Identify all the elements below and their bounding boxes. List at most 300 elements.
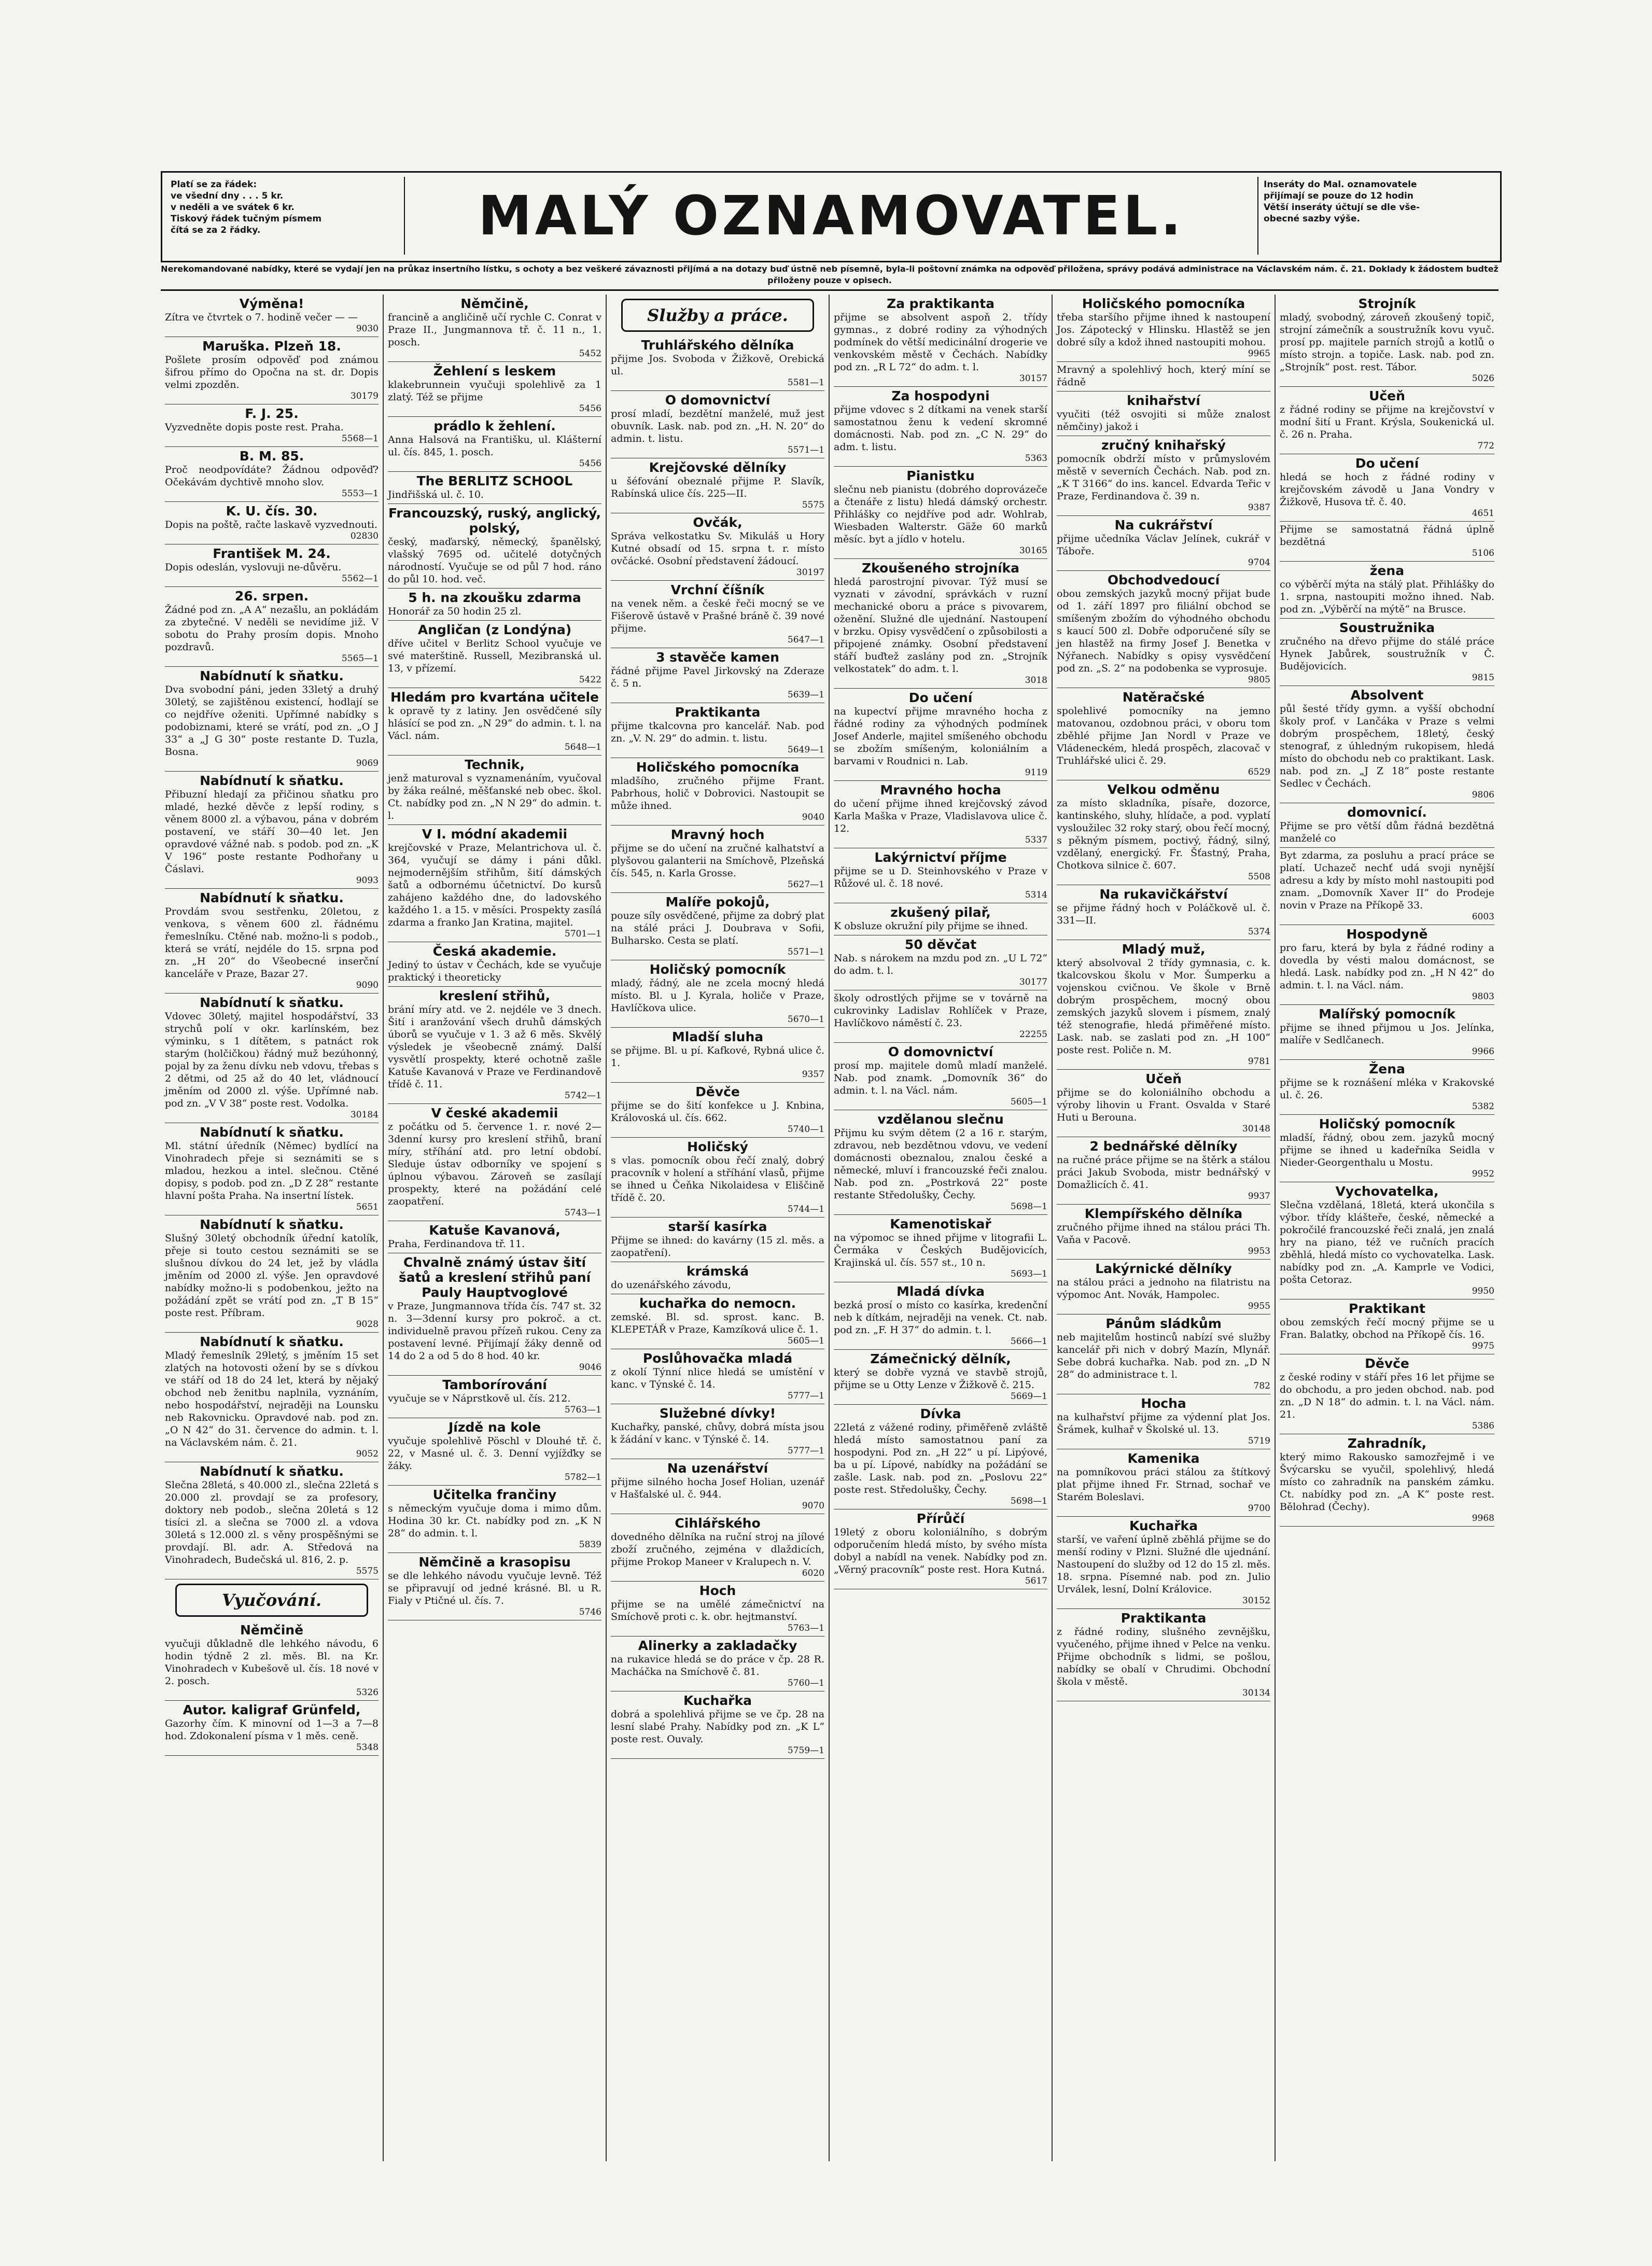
ad-code: 5777—1 (787, 1446, 824, 1456)
ad-code: 5743—1 (564, 1208, 601, 1218)
classified-ad (611, 648, 824, 703)
ad-heading: Poslůhovačka mladá (642, 1351, 793, 1366)
ad-text: klakebrunnein vyučuji spolehlivě za 1 zlatý. Též se přijme (388, 379, 601, 403)
ad-heading: Obchodvedoucí (1107, 572, 1220, 588)
ad-heading: Pianistku (906, 468, 975, 483)
ad-heading: Nabídnutí k sňatku. (200, 1334, 344, 1349)
ad-code: 5760—1 (787, 1678, 824, 1688)
ad-heading: Kuchařka (683, 1693, 752, 1708)
ad-code: 5698—1 (1010, 1201, 1047, 1212)
ad-code: 9953 (1248, 1246, 1270, 1256)
ad-code: 772 (1477, 441, 1494, 451)
ad-text: Pošlete prosím odpověď pod známou šifrou přímo do Opočna na st. dr. Dopis velmi zpozděn. (165, 354, 379, 390)
ad-code: 9815 (1472, 673, 1494, 683)
ad-heading: Mladší sluha (671, 1029, 764, 1044)
ad-code: 5452 (579, 348, 601, 359)
ad-heading: Hospodyně (1346, 927, 1428, 942)
ad-text: Přijmu ku svým dětem (2 a 16 r. starým, zdravou, neb bezdětnou vdovu, ve vedení domácnosti obeznalou, znalou české a německé, mluví i francouzské řeči znalou. Nab. pod zn. „Postrková 22“ poste restante Středolušky, Čechy. (834, 1127, 1047, 1201)
ad-heading: Děvče (695, 1084, 740, 1099)
masthead-notice: Nerekomandované nabídky, které se vydají jen na průkaz insertního lístku, s ochoty a bez veškeré závaznosti přijímá a na dotazy buď ústně neb písemně, byla-li poštovní známka na odpověď přiložena, správy podává administrace na Václavském nám. č. 21. Doklady k žádostem budtež přiloženy pouze v opisech. (161, 263, 1499, 291)
ad-text: který se dobře vyzná ve stavbě strojů, přijme se u Otty Lenze v Žižkově č. 215. (834, 1367, 1047, 1391)
ad-code: 9052 (356, 1449, 379, 1459)
ad-text: Kuchařky, panské, chůvy, dobrá místa jsou k žádání v kanc. v Týnské č. 14. (611, 1421, 824, 1445)
ad-code: 9968 (1472, 1513, 1494, 1523)
ad-heading: František M. 24. (213, 546, 331, 561)
ad-code: 5605—1 (787, 1336, 824, 1346)
ad-heading: Klempířského dělníka (1084, 1206, 1243, 1221)
ad-heading: Vrchní číšník (670, 582, 765, 597)
ad-code: 782 (1253, 1381, 1270, 1391)
ad-text: Jediný to ústav v Čechách, kde se vyučuje praktický i theoreticky (388, 959, 601, 983)
ad-text: přijme učedníka Václav Jelínek, cukrář v Táboře. (1057, 533, 1270, 557)
section-banner: Služby a práce. (621, 299, 814, 332)
ad-code: 5627—1 (787, 879, 824, 890)
ad-heading: Nabídnutí k sňatku. (200, 1464, 344, 1479)
classified-ad (388, 472, 601, 504)
ad-heading: Alinerky a zakladačky (638, 1638, 797, 1653)
ad-heading: Francouzský, ruský, anglický, polský, (388, 506, 601, 536)
ad-code: 5639—1 (787, 690, 824, 700)
ad-code: 30152 (1242, 1596, 1270, 1606)
ad-code: 5617 (1025, 1576, 1047, 1586)
classified-ad (1057, 391, 1270, 436)
ad-heading: Zámečnický dělník, (870, 1351, 1011, 1366)
ad-code: 5693—1 (1010, 1269, 1047, 1279)
classified-ad (834, 1043, 1047, 1110)
ad-text: Přijme se pro větší dům řádná bezdětná manželé co (1280, 820, 1494, 844)
ad-column (1053, 295, 1276, 2161)
ad-heading: Zkoušeného strojníka (861, 561, 1020, 576)
ad-code: 5670—1 (787, 1014, 824, 1025)
ad-text: Slečna 28letá, s 40.000 zl., slečna 22letá s 20.000 zl. provdají se za profesory, doktory neb podob., slečna 20letá s 12 tisíci zl. a slečna se 7000 zl. a vdova 30letá s 12.000 zl. s věny prospěšnými se provdají. Bl. adr. A. Středová na Vinohradech, Budečská ul. 816, 2. p. (165, 1479, 379, 1565)
classified-ad (1280, 454, 1494, 522)
ad-code: 5314 (1025, 890, 1047, 900)
classified-ad (165, 667, 379, 772)
ad-text: za místo skladníka, písaře, dozorce, kantinského, sluhy, hlídače, a pod. vyplatí vysloužilec 32 roky starý, obou řečí mocný, s pěkným písmem, poctivý, řádný, silný, vzdělaný, energický. Fr. Šťastný, Praha, Chotkova silnice č. 607. (1057, 798, 1270, 871)
ad-column (1276, 295, 1499, 2161)
ad-code: 5553—1 (341, 488, 379, 499)
ad-heading: Němčině, (460, 296, 529, 311)
classified-ad (1057, 1609, 1270, 1701)
classified-ad (834, 903, 1047, 935)
classified-ad (1057, 940, 1270, 1070)
ad-text: z okolí Týnní nlice hledá se umístění v kanc. v Týnské č. 14. (611, 1366, 824, 1390)
classified-ad (1057, 885, 1270, 940)
ad-text: na kupectví přijme mravného hocha z řádné rodiny za výhodných podmínek Josef Anderle, majitel smíšeného obchodu se zbožím smíšeným, koloniálním a barvami v Roudnici n. Lab. (834, 706, 1047, 767)
ad-heading: Učeň (1145, 1071, 1182, 1086)
classified-ad (611, 960, 824, 1028)
ad-code: 9700 (1248, 1503, 1270, 1514)
ad-heading: Maruška. Plzeň 18. (202, 339, 341, 354)
ad-heading: 5 h. na zkoušku zdarma (408, 590, 581, 605)
ad-heading: Praktikant (1349, 1301, 1425, 1316)
ad-text: starší, ve vaření úplně zběhlá přijme se do menší rodiny v Plzni. Služné dle ujednání. Nastoupení do služby od 12 do 15 zl. měs. 18. srpna. Písemné nab. pod zn. Julio Urválek, lesní, Dolní Královice. (1057, 1534, 1270, 1595)
ad-code: 9040 (802, 812, 824, 822)
ad-heading: Hoch (699, 1583, 736, 1598)
classified-ad (611, 458, 824, 513)
classified-ad (1280, 562, 1494, 619)
classified-ad (165, 447, 379, 502)
ad-text: na pomníkovou práci stálou za štítkový plat přijme ihned Fr. Strnad, sochař ve Starém Boleslavi. (1057, 1466, 1270, 1503)
classified-ad (834, 1405, 1047, 1509)
ad-text: Přijme se samostatná řádná úplně bezdětná (1280, 524, 1494, 548)
ad-code: 9093 (356, 875, 379, 886)
ad-text: vyučiti (též osvojiti si může znalost němčiny) jakož i (1057, 409, 1270, 432)
ad-heading: Kamenika (1127, 1451, 1200, 1466)
ad-text: přijme se ihned přijmou u Jos. Jelínka, malíře v Sedlčanech. (1280, 1022, 1494, 1046)
ad-heading: Na rukavičkářství (1099, 887, 1228, 902)
ad-code: 5508 (1248, 872, 1270, 882)
classified-ad (165, 889, 379, 994)
ad-column (830, 295, 1053, 2161)
classified-ad (834, 935, 1047, 990)
classified-ad (1057, 362, 1270, 391)
ad-text: Přibuzní hledají za přičinou sňatku pro mladé, hezké děvče z lepší rodiny, s věnem 8000 zl. a výbavou, pána v dobrém postavení, ve stáří 30—40 let. Jen opravdové vážné nab. s podob. pod zn. „K V 196“ poste restante Podhořany u Čáslavi. (165, 789, 379, 875)
ad-heading: Malířský pomocník (1319, 1006, 1455, 1022)
classified-ad (1280, 1182, 1494, 1299)
classified-ad (165, 772, 379, 889)
ad-code: 9030 (356, 324, 379, 334)
ad-text: s německým vyučuje doma i mimo dům. Hodina 30 kr. Ct. nabídky pod zn. „K N 28“ do admin. t. l. (388, 1503, 601, 1539)
ad-code: 5698—1 (1010, 1496, 1047, 1506)
classified-ad (1057, 516, 1270, 571)
ad-text: Dva svobodní páni, jeden 33letý a druhý 30letý, se zajištěnou existencí, hodlají se co nejdříve oženiti. Upřímné nabídky s podobiznami, které se vrátí, pod zn. „O J 33“ a „J G 30“ poste restante D. Tuzla, Bosna. (165, 684, 379, 758)
classified-ad (388, 589, 601, 621)
ad-text: Gazorhy čím. K minovní od 1—3 a 7—8 hod. Zdokonalení písma v 1 měs. ceně. (165, 1718, 379, 1742)
classified-ad (1057, 1260, 1270, 1314)
ad-heading: O domovnictví (665, 393, 771, 408)
ad-text: přijme se do šití konfekce u J. Knbina, Královoská ul. čís. 662. (611, 1100, 824, 1124)
price-line: Tiskový řádek tučným písmem (171, 214, 322, 224)
ad-code: 5382 (1472, 1101, 1494, 1112)
ad-text: Jindřišská ul. č. 10. (388, 489, 484, 500)
price-line: čítá se za 2 řádky. (171, 225, 261, 235)
ad-text: který mimo Rakousko samozřejmě i ve Švýcarsku se vyučil, spolehlivý, hledá místo co zahradník na panském zámku. Ct. nabídky pod zn. „A K“ poste rest. Bělohrad (Čechy). (1280, 1451, 1494, 1513)
classified-ad (611, 336, 824, 391)
ad-text: přijme Jos. Svoboda v Žižkově, Orebická ul. (611, 353, 824, 377)
ad-text: vyučuje spolehlivě Pöschl v Dlouhé tř. č. 22, v Masné ul. č. 3. Denní vyjížďky se žáky. (388, 1435, 601, 1472)
ad-text: z české rodiny v stáří přes 16 let přijme se do obchodu, a pro jeden obchod. nab. pod zn. „D N 18“ do admin. t. l. na Václ. nám. 21. (1280, 1372, 1494, 1420)
ad-heading: V české akademii (431, 1106, 558, 1121)
ad-text: slečnu neb pianistu (dobrého doprovázeče a čtenáře z listu) hledá dámský orchestr. Přihlášky co nejdříve pod adr. Wohlrab, Wiesbaden Walterstr. Gäže 60 marků měsíc. byt a jídlo v hotelu. (834, 484, 1047, 545)
classified-ad (165, 994, 379, 1123)
ad-code: 9803 (1472, 991, 1494, 1002)
ad-text: spolehlivé pomocníky na jemno matovanou, ozdobnou práci, v oboru tom zběhlé přijme Jan Nordl v Praze ve Vládeneckém, hledá prospěch, zlacovač v Truhlářské ulici č. 29. (1057, 705, 1270, 766)
ad-text: co výběrčí mýta na stálý plat. Přihlášky do 1. srpna, nastoupiti možno ihned. Nab. pod zn. „Výběrčí na mýtě“ na Brusce. (1280, 579, 1494, 615)
ad-text: Správa velkostatku Sv. Mikuláš u Hory Kutné obsadí od 15. srpna t. r. místo ovčácké. Osobní představení žádoucí. (611, 530, 824, 567)
ad-code: 5363 (1025, 453, 1047, 464)
ad-heading: Česká akademie. (432, 944, 557, 959)
ad-text: do učení přijme ihned krejčovský závod Karla Maška v Praze, Vladislavova ulice č. 12. (834, 798, 1047, 834)
ad-text: řádné přijme Pavel Jirkovský na Zderaze č. 5 n. (611, 665, 824, 689)
ad-text: Slečna vzdělaná, 18letá, která ukončila s výbor. třídy klášteře, české, německé a pokročilé francouzské řeči znalá, jen znalá hry na piano, též ve ručních pracích zběhlá, hledá místo co vychovatelka. Lask. nabídky pod zn. „A. Kamprle ve Vodici, pošta Cetoraz. (1280, 1199, 1494, 1285)
classified-ad (611, 826, 824, 893)
ad-code: 6003 (1472, 912, 1494, 922)
ad-heading: Zahradník, (1347, 1436, 1427, 1451)
ad-text: na ručné práce přijme se na štěrk a stálou práci Jakub Svoboda, mistr bednářský v Domažlicích č. 41. (1057, 1154, 1270, 1191)
ad-code: 5746 (579, 1607, 601, 1617)
classified-ad (834, 467, 1047, 559)
ad-text: Mladý řemeslník 29letý, s jměním 15 set zlatých na hotovosti ožení by se s dívkou ve stáří od 18 do 24 let, která by nějaký obchod neb ženitbu naplnila, vyznáním, nebo hospodářství, nejraději na Lounsku neb Rakovnicku. Opravdové nab. pod zn. „O N 42“ do 31. července do admin. t. l. na Václavském nám. č. 21. (165, 1350, 379, 1448)
ad-text: Ml. státní úředník (Němec) bydlící na Vinohradech přeje si seznámiti se s mladou, hezkou a intel. slečnou. Ctěné dopisy, s podob. pod zn. „D Z 28“ restante hlavní pošta Praha. Na insertní lístek. (165, 1140, 379, 1201)
classified-ad (1057, 1517, 1270, 1609)
ad-text: Dopis na poště, račte laskavě vyzvednouti. (165, 519, 377, 530)
ad-text: prosí mp. majitele domů mladí manželé. Nab. pod znamk. „Domovník 36“ do admin. t. l. na Václ. nám. (834, 1060, 1047, 1096)
classified-ad (1057, 1070, 1270, 1137)
classified-ad (611, 581, 824, 648)
ad-heading: Katuše Kavanová, (429, 1223, 561, 1238)
ad-code: 5374 (1248, 927, 1270, 937)
ad-code: 5568—1 (341, 433, 379, 444)
ad-heading: Natěračské (1122, 690, 1205, 705)
ad-code: 5719 (1248, 1436, 1270, 1446)
ad-column (384, 295, 607, 2161)
ad-heading: Tamborírování (442, 1377, 547, 1392)
ad-code: 9952 (1472, 1169, 1494, 1179)
classified-ad (611, 758, 824, 826)
ad-code: 3018 (1025, 675, 1047, 686)
classified-ad (834, 1110, 1047, 1215)
classified-ad (388, 417, 601, 472)
ad-heading: Výměna! (239, 296, 304, 311)
classified-ad (165, 295, 379, 337)
ad-code: 5386 (1472, 1421, 1494, 1431)
classified-ad (388, 1376, 601, 1418)
ad-code: 5575 (802, 500, 824, 510)
ad-code: 9090 (356, 980, 379, 990)
ad-code: 9950 (1472, 1286, 1494, 1296)
ad-code: 30184 (350, 1110, 379, 1120)
classified-ad (1280, 522, 1494, 562)
ad-code: 5456 (579, 458, 601, 469)
classified-ad (611, 1028, 824, 1083)
ad-code: 30179 (350, 391, 379, 401)
ad-text: zručného přijme ihned na stálou práci Th. Vaňa v Pacově. (1057, 1222, 1270, 1246)
classified-ad (1280, 803, 1494, 848)
classified-ad (611, 1404, 824, 1459)
ad-heading: Chvalně známý ústav šití šatů a kreslení střihů paní Pauly Hauptvoglové (398, 1255, 591, 1300)
classified-ad (165, 1333, 379, 1462)
classified-ad (388, 1104, 601, 1221)
ad-text: K obsluze okružní pily přijme se ihned. (834, 920, 1028, 932)
ad-text: do uzenářského závodu, (611, 1279, 731, 1291)
classified-ad (388, 1553, 601, 1620)
ad-heading: kreslení střihů, (439, 988, 551, 1003)
classified-ad (611, 513, 824, 581)
ad-text: dříve učitel v Berlitz School vyučuje ve své materštině. Russell, Mezibranská ul. 13, v přízemí. (388, 638, 601, 674)
ad-heading: Krejčovské dělníky (649, 460, 787, 475)
ad-code: 30177 (1019, 977, 1047, 987)
ad-code: 9387 (1248, 502, 1270, 513)
ad-heading: K. U. čís. 30. (226, 503, 318, 519)
classified-ad (834, 1282, 1047, 1350)
classified-ad (1280, 387, 1494, 454)
ad-code: 02830 (350, 531, 379, 541)
ad-text: Proč neodpovídáte? Žádnou odpověď? Očekávám dychtivě mnoho slov. (165, 464, 379, 488)
ad-text: přijme se absolvent aspoň 2. třídy gymnas., z dobré rodiny za výhodných podmínek do větší medicinální drogerie ve venkovském městě v Čechách. Nabídky pod zn. „R L 72“ do adm. t. l. (834, 312, 1047, 373)
ad-code: 30134 (1242, 1688, 1270, 1698)
ad-heading: Děvče (1365, 1356, 1409, 1371)
classified-ad (834, 295, 1047, 387)
ad-heading: knihařství (1127, 393, 1200, 408)
classified-ad (834, 990, 1047, 1043)
ad-text: k opravě ty z latiny. Jen osvědčené síly hlásící se pod zn. „N 29“ do admin. t. l. na Václ. nám. (388, 705, 601, 742)
ad-heading: Nabídnutí k sňatku. (200, 890, 344, 905)
ad-heading: zkušený pilař, (890, 905, 991, 920)
ad-code: 5026 (1472, 373, 1494, 384)
ad-heading: Absolvent (1350, 688, 1424, 703)
ad-code: 5782—1 (564, 1472, 601, 1482)
ad-heading: Do učení (1355, 456, 1419, 471)
ad-code: 30157 (1019, 373, 1047, 384)
ad-heading: Praktikanta (1121, 1611, 1207, 1626)
ad-text: bezká prosí o místo co kasírka, kredenční neb k dítkám, nejraději na venek. Ct. nab. pod zn. „F. H 37“ do admin. t. l. (834, 1299, 1047, 1336)
ad-text: z počátku od 5. července 1. r. nové 2—3denní kursy pro kreslení střihů, braní míry, stříhání atd. pro letní období. Sleduje ústav odborníky ve spojení s úplnou výbavou. Zároveň se zasílají prospekty, které na požádání celé zaopatření. (388, 1121, 601, 1207)
ad-code: 5649—1 (787, 745, 824, 755)
ad-heading: Lakýrnictví příjme (874, 850, 1007, 865)
classified-ad (834, 387, 1047, 467)
ad-heading: Pánům sládkům (1105, 1316, 1222, 1331)
ad-code: 5581—1 (787, 377, 824, 388)
ad-text: přijme tkalcovna pro kancelář. Nab. pod zn. „V. N. 29“ do admin. t. listu. (611, 720, 824, 744)
classified-ad (388, 688, 601, 756)
masthead (161, 171, 1502, 262)
ad-code: 6020 (802, 1568, 824, 1578)
ad-heading: Přírůčí (916, 1511, 965, 1526)
ad-text: pomocník obdrží místo v průmyslovém městě v severních Čechách. Nab. pod zn. „K T 3166“ do ins. kancel. Edvarda Teřic v Praze, Ferdinandova č. 39 n. (1057, 453, 1270, 502)
classified-ad (611, 1294, 824, 1349)
ad-text: přijme silného hocha Josef Holian, uzenář v Hašťalské ul. č. 944. (611, 1476, 824, 1500)
classified-ad (165, 587, 379, 667)
ad-heading: F. J. 25. (245, 406, 299, 421)
classified-ad (611, 1691, 824, 1759)
classified-ad (1280, 1434, 1494, 1527)
ad-text: dovedného dělníka na ruční stroj na jílové zboží zručného, zejména v dlaždicích, přijme Prokop Maneer v Kralupech n. V. (611, 1531, 824, 1568)
classified-ad (1057, 295, 1270, 362)
ad-heading: Mravného hocha (880, 782, 1001, 798)
classified-ad (611, 703, 824, 758)
ad-heading: starší kasírka (668, 1219, 767, 1234)
ad-heading: Na uzenářství (667, 1461, 768, 1476)
ad-heading: The BERLITZ SCHOOL (416, 473, 573, 488)
classified-ad (1057, 1449, 1270, 1517)
ad-heading: zručný knihařský (1101, 438, 1226, 453)
ad-heading: žena (1369, 563, 1405, 578)
ad-heading: Nabídnutí k sňatku. (200, 668, 344, 683)
ad-heading: Němčině a krasopisu (418, 1555, 571, 1570)
ad-heading: Angličan (z Londýna) (417, 622, 572, 637)
ad-heading: 2 bednářské dělníky (1089, 1139, 1238, 1154)
classified-ad (165, 1701, 379, 1756)
ad-text: z řádné rodiny, slušného zevnějšku, vyučeného, přijme ihned v Pelce na venku. Přijme obchodník s lidmi, se pošlou, nabídky se obalí v Chrudimi. Obchodní škola v městě. (1057, 1626, 1270, 1687)
ad-heading: Kuchařka (1129, 1518, 1198, 1533)
ad-heading: Nabídnutí k sňatku. (200, 773, 344, 788)
ad-code: 5605—1 (1010, 1097, 1047, 1107)
ad-code: 5669—1 (1010, 1391, 1047, 1402)
ad-text: Vdovec 30letý, majitel hospodářství, 33 strychů polí v okr. karlínském, bez výminku, s 1 dítětem, s patnáct rok starým (holčičkou) řádný muž bezúhonný, pojal by za ženu dívku neb vdovu, třebas s 2 dětmi, od 25 až do 40 let, vládnoucí jměním od 2000 zl. výše. Upřímné nab. pod zn. „V V 38“ poste rest. Vodolka. (165, 1011, 379, 1109)
ad-code: 5763—1 (787, 1623, 824, 1633)
ad-code: 9070 (802, 1501, 824, 1511)
ad-text: přijme se k roznášení mléka v Krakovské ul. č. 26. (1280, 1077, 1494, 1101)
ad-text: Anna Halsová na Františku, ul. Klášterní ul. čís. 845, 1. posch. (388, 434, 601, 458)
ad-code: 9028 (356, 1319, 379, 1330)
ad-heading: Hocha (1141, 1396, 1186, 1411)
ad-heading: Služebné dívky! (659, 1406, 776, 1421)
ad-text: přijme se do koloniálního obchodu a výroby lihovin u Frant. Osvalda v Staré Huti u Berouna. (1057, 1087, 1270, 1123)
ad-column (161, 295, 384, 2161)
ad-heading: Soustružnika (1339, 620, 1435, 635)
ad-text: pouze síly osvědčené, přijme za dobrý plat na stálé práci J. Doubrava v Sofii, Bulharsko. Cesta se platí. (611, 910, 824, 946)
ad-text: Provdám svou sestřenku, 20letou, z venkova, s věnem 600 zl. řádnému řemeslníku. Ctěné nab. možno-li s podob., která se vrátí, nejdéle do 15. srpna pod zn. „H 20“ do Všeobecné inserční kanceláře v Praze, Bazar 27. (165, 906, 379, 980)
ad-code: 30197 (796, 567, 824, 578)
classified-ad (388, 1486, 601, 1553)
classified-ad (1280, 1060, 1494, 1115)
ad-heading: Kamenotiskař (890, 1216, 991, 1232)
ad-text: na stálou práci a jednoho na filatristu na výpomoc Ant. Novák, Hampolec. (1057, 1277, 1270, 1300)
classified-ad (611, 1514, 824, 1582)
ad-heading: Hledám pro kvartána učitele (390, 690, 599, 705)
ad-text: Mravný a spolehlivý hoch, který míní se řádně (1057, 364, 1270, 388)
classified-ad (834, 1215, 1047, 1282)
ad-code: 9357 (802, 1069, 824, 1080)
ad-code: 5456 (579, 403, 601, 414)
classified-ad (1057, 436, 1270, 516)
ad-heading: Na cukrářství (1114, 517, 1213, 533)
ad-heading: Mladý muž, (1122, 942, 1206, 957)
ad-text: na rukavice hledá se do práce v čp. 28 R. Macháčka na Smíchově č. 81. (611, 1654, 824, 1677)
ad-code: 5648—1 (564, 742, 601, 752)
ad-code: 5666—1 (1010, 1336, 1047, 1347)
classified-ad (165, 1123, 379, 1215)
ad-heading: 26. srpen. (234, 589, 309, 604)
ad-text: zemské. Bl. sd. sprost. kanc. B. KLEPETÁŘ v Praze, Kamzíková ulice č. 1. (611, 1311, 824, 1335)
classified-ad (1280, 848, 1494, 925)
ad-text: 22letá z vážené rodiny, přiměřeně zvláště hledá místo samostatnou paní za hospodyni. Pod zn. „H 22“ u pí. Lipýové, ba u pí. Lípové, nabídky na požádání se zašle. Lask. nab. pod zn. „Poslovu 22“ poste rest. Středolušky, Čechy. (834, 1422, 1047, 1495)
info-line: obecné sazby výše. (1264, 214, 1360, 224)
ad-heading: domovnicí. (1347, 805, 1427, 820)
ad-heading: Praktikanta (675, 705, 761, 720)
ad-text: Byt zdarma, za posluhu a prací práce se platí. Uchazeč nechť udá svoji nynější adresu a kdy by místo mohl nastoupiti pod znam. „Domovník Xaver II“ do Prodeje novin v Praze na Příkopě 33. (1280, 850, 1494, 911)
ad-text: půl šesté třídy gymn. a vyšší obchodní školy prof. v Lančáka v Praze s velmi dobrým prospěchem, 18letý, český stenograf, z úhledným rukopisem, hledá místo do obchodu neb co praktikant. Lask. nab. pod zn. „J Z 18“ poste restante Sedlec v Čechách. (1280, 703, 1494, 789)
ad-code: 9069 (356, 758, 379, 768)
ad-heading: krámská (686, 1264, 749, 1279)
ad-text: Přijme se ihned: do kavárny (15 zl. měs. a zaopatření). (611, 1235, 824, 1258)
ad-heading: Vychovatelka, (1335, 1184, 1439, 1199)
ad-text: třeba staršího přijme ihned k nastoupení Jos. Zápotecký v Hlinsku. Hlastěž se jen dobré síly a kdož ihned nastoupiti mohou. (1057, 312, 1270, 348)
ad-heading: Truhlářského dělníka (641, 338, 794, 353)
ad-code: 9966 (1472, 1046, 1494, 1057)
ad-code: 9975 (1472, 1341, 1494, 1351)
ad-text: Slušný 30letý obchodník úřední katolík, přeje si touto cestou seznámiti se se slušnou dívkou do 24 let, jež by vládla jměním od 2000 zl. výše. Jen opravdové nabídky možno-li s podobenkou, ježto na požádání zpět se vrátí pod zn. „T B 15“ poste rest. Příbram. (165, 1233, 379, 1319)
ad-text: Nab. s nárokem na mzdu pod zn. „U L 72“ do adm. t. l. (834, 953, 1047, 976)
classified-ad (1280, 1299, 1494, 1354)
ad-text: obou zemských jazyků mocný přijat bude od 1. září 1897 pro filiální obchod se smíšeným zbožím do výhodného obchodu s kaucí 500 zl. Dobře odporučené síly se jen hlastěž na firmy Josef J. Benetka v Nýřanech. Nabídky s opisy vysvědčení pod zn. „S. 2“ na podobenka se vyprosuje. (1057, 588, 1270, 674)
classified-ad (388, 825, 601, 942)
classified-ad (834, 1350, 1047, 1405)
ad-text: francině a angličině učí rychle C. Conrat v Praze II., Jungmannova tř. č. 11 n., 1. posch. (388, 312, 601, 348)
classified-ad (1057, 1137, 1270, 1205)
ad-text: dobrá a spolehlivá přijme se ve čp. 28 na lesní slabé Prahy. Nabídky pod zn. „K L“ poste rest. Ouvaly. (611, 1709, 824, 1745)
ad-code: 9781 (1248, 1056, 1270, 1067)
ad-column (607, 295, 830, 2161)
ad-code: 5651 (356, 1202, 379, 1212)
ad-code: 9806 (1472, 790, 1494, 800)
ad-heading: Holičský pomocník (649, 962, 786, 977)
classified-ad (1280, 686, 1494, 803)
ad-code: 5106 (1472, 548, 1494, 558)
ad-text: mladý, svobodný, zároveň zkoušený topič, strojní zámečník a soustružník kovu vyuč. prosí pp. majitele parních strojů a kotlů o místo strojn. a topiče. Lask. nab. pod zn. „Strojník“ post. rest. Tábor. (1280, 312, 1494, 373)
ad-code: 5575 (356, 1566, 379, 1576)
